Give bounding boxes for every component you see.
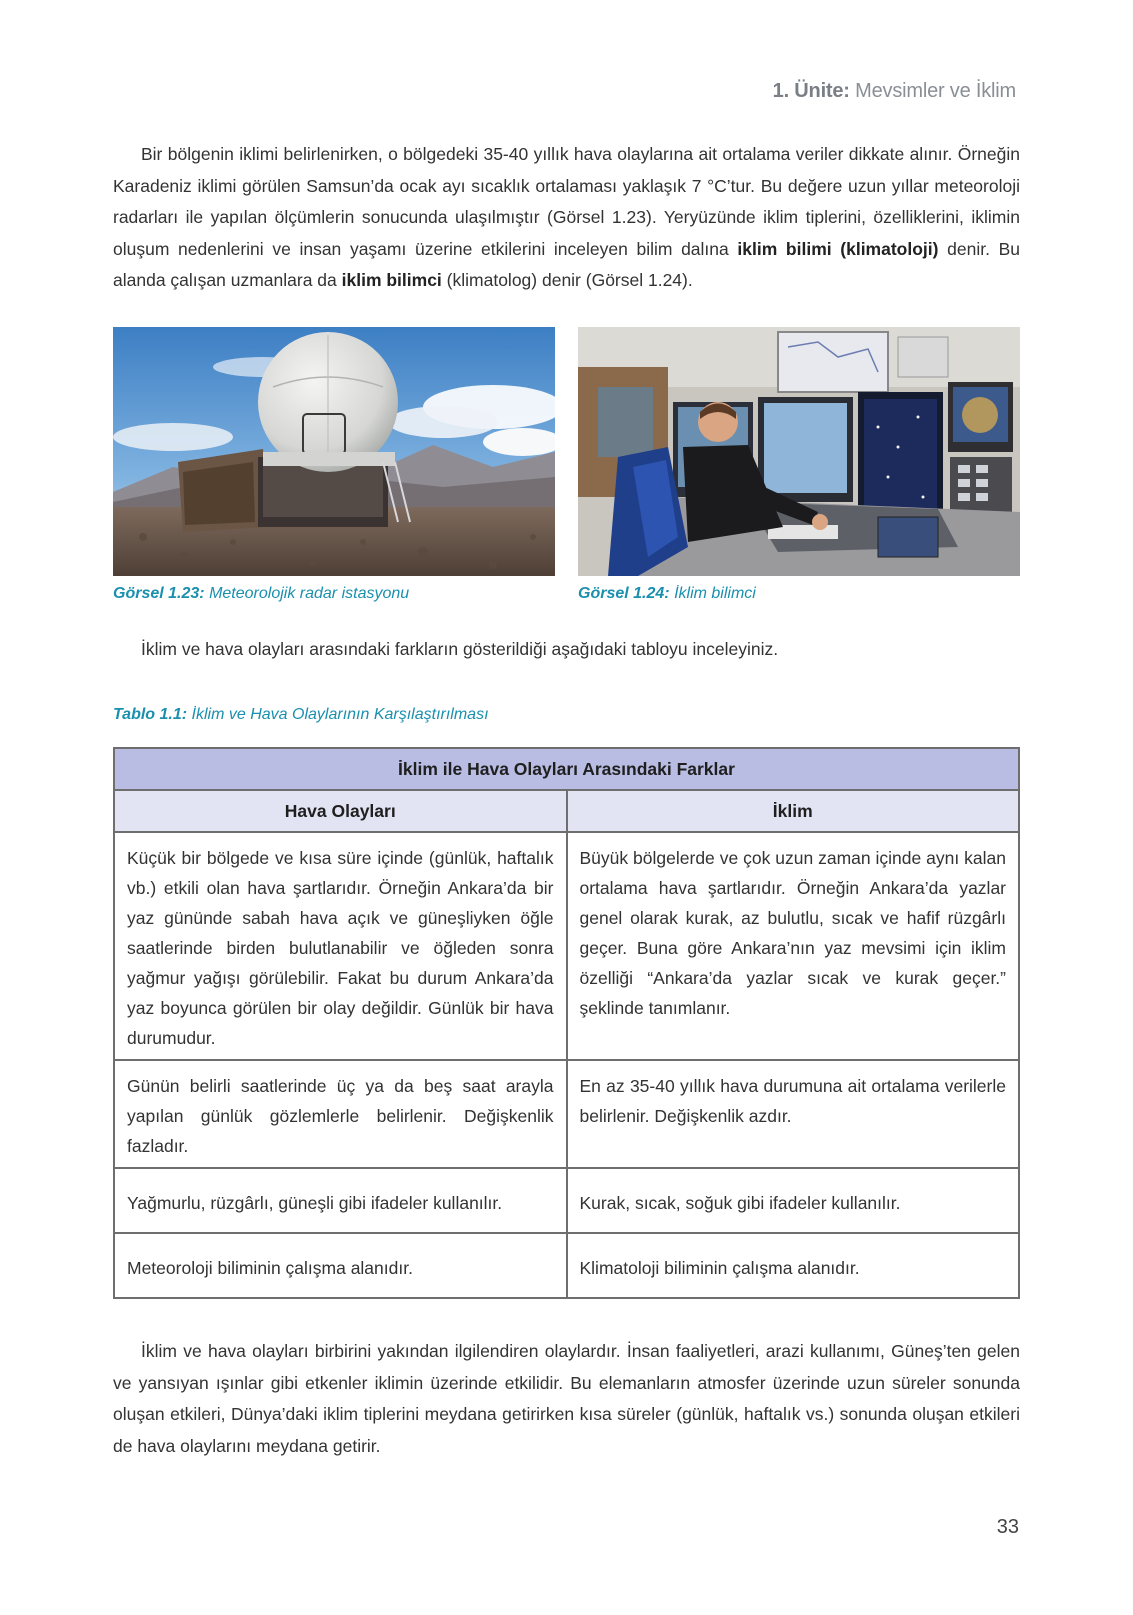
radar-station-photo <box>113 327 555 576</box>
table-row <box>114 1168 1019 1233</box>
paragraph-2 <box>113 1336 1020 1462</box>
unit-title: Mevsimler ve İklim <box>855 80 1016 102</box>
unit-label: 1. Ünite: <box>772 80 850 102</box>
figure-1-caption <box>113 585 409 603</box>
table-cell: Büyük bölgelerde ve çok uzun zaman içinde aynı kalan ortalama hava şartlarıdır. Örneğin Ankara’da yazlar genel olarak kurak, az bulutlu, sıcak ve hafif rüzgârlı geçer. Buna göre Ankara’nın yaz mevsimi için iklim özelliği “Ankara’da yazlar sıcak ve kurak geçer.” şeklinde tanımlanır. <box>567 832 1020 1060</box>
paragraph-1-text-c: (klimatolog) denir (Görsel 1.24). <box>441 270 693 290</box>
table-caption-label: Tablo 1.1: <box>113 706 188 723</box>
table-cell: Yağmurlu, rüzgârlı, güneşli gibi ifadeler kullanılır. <box>114 1168 567 1233</box>
table-cell: En az 35-40 yıllık hava durumuna ait ortalama verilerle belirlenir. Değişkenlik azdır. <box>567 1060 1020 1168</box>
figure-2-caption <box>578 585 756 603</box>
table-cell: Klimatoloji biliminin çalışma alanıdır. <box>567 1233 1020 1298</box>
figure-2-label: Görsel 1.24: <box>578 585 670 602</box>
table-row <box>114 1060 1019 1168</box>
comparison-table <box>113 747 1020 1299</box>
paragraph-1-text-a: Bir bölgenin iklimi belirlenirken, o bölgedeki 35-40 yıllık hava olaylarına ait ortalama veriler dikkate alınır. Örneğin Karadeniz iklimi görülen Samsun’da ocak ayı sıcaklık ortalaması yaklaşık 7 °C’tur. Bu değere uzun yıllar meteoroloji radarları ile yapılan ölçümlerin sonucunda ulaşılmıştır (Görsel 1.23). Yeryüzünde iklim tiplerini, özelliklerini, iklimin oluşum nedenlerini ve insan yaşamı üzerine etkilerini inceleyen bilim dalına <box>113 144 1020 259</box>
figure-1-caption-text: Meteorolojik radar istasyonu <box>209 585 410 602</box>
table-intro-text: İklim ve hava olayları arasındaki farkların gösterildiği aşağıdaki tabloyu inceleyiniz. <box>141 639 779 659</box>
paragraph-1-text-b: denir. Bu alanda çalışan uzmanlara da <box>113 238 1020 290</box>
page-number: 33 <box>996 1516 1019 1538</box>
column-header-climate: İklim <box>567 790 1020 832</box>
figure-1-label: Görsel 1.23: <box>113 585 205 602</box>
term-iklim-bilimci: iklim bilimci <box>341 270 442 290</box>
climatologist-photo <box>578 327 1020 576</box>
table-cell: Kurak, sıcak, soğuk gibi ifadeler kullanılır. <box>567 1168 1020 1233</box>
term-iklim-bilimi: iklim bilimi (klimatoloji) <box>737 238 939 259</box>
table-cell: Günün belirli saatlerinde üç ya da beş saat arayla yapılan günlük gözlemlerle belirlenir. Değişkenlik fazladır. <box>114 1060 567 1168</box>
table-row <box>114 1233 1019 1298</box>
table-row <box>114 832 1019 1060</box>
table-caption-text: İklim ve Hava Olaylarının Karşılaştırılması <box>191 706 489 723</box>
column-header-weather: Hava Olayları <box>114 790 567 832</box>
paragraph-2-text: İklim ve hava olayları birbirini yakından ilgilendiren olaylardır. İnsan faaliyetleri, arazi kullanımı, Güneş’ten gelen ve yansıyan ışınlar gibi etkenler iklimin üzerinde etkilidir. Bu elemanların atmosfer üzerinde uzun süreler sonunda oluşan etkileri, Dünya’daki iklim tiplerini meydana getirirken kısa süreler (günlük, haftalık vs.) sonunda oluşan etkileri de hava olaylarını meydana getirir. <box>113 1341 1020 1456</box>
figure-2-caption-text: İklim bilimci <box>674 585 756 602</box>
table-title: İklim ile Hava Olayları Arasındaki Farklar <box>114 748 1019 790</box>
paragraph-1 <box>113 139 1020 297</box>
table-caption <box>113 706 489 724</box>
page-header <box>773 80 1016 103</box>
table-cell: Meteoroloji biliminin çalışma alanıdır. <box>114 1233 567 1298</box>
table-cell: Küçük bir bölgede ve kısa süre içinde (günlük, haftalık vb.) etkili olan hava şartlarıdır. Örneğin Ankara’da bir yaz gününde sabah hava açık ve güneşliyken öğle saatlerinde birden bulutlanabilir ve öğleden sonra yağmur yağışı görülebilir. Fakat bu durum Ankara’da yaz boyunca görülen bir olay değildir. Günlük bir hava durumudur. <box>114 832 567 1060</box>
